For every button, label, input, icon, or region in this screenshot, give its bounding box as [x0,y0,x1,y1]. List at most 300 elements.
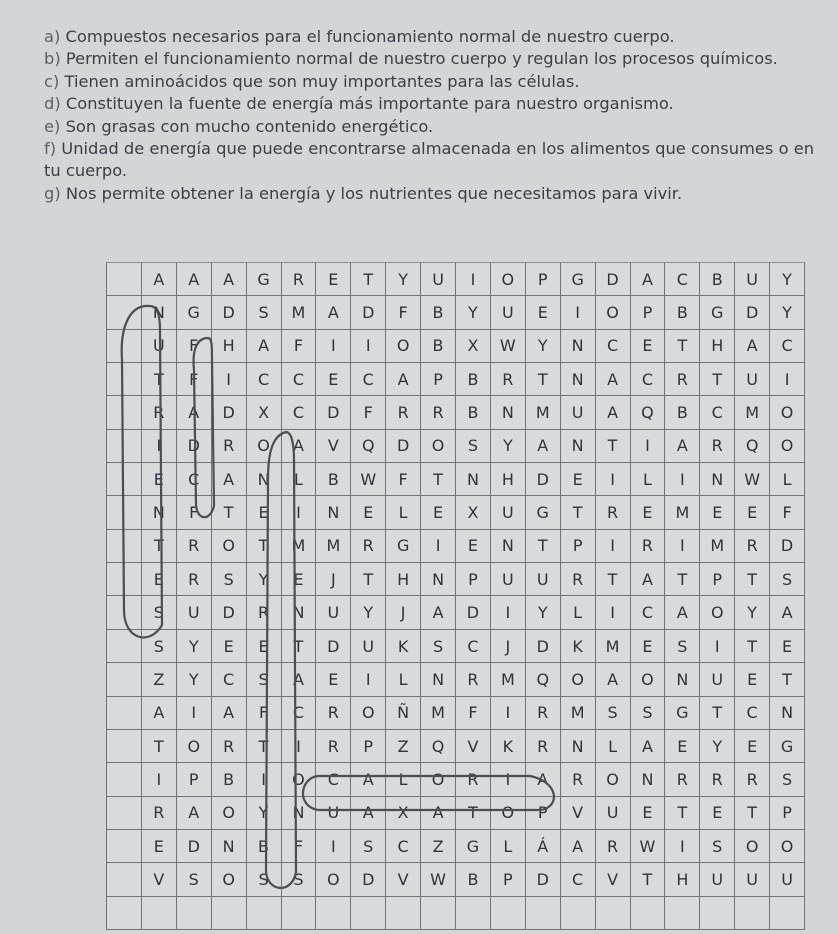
clue-list [44,26,824,205]
grid-cell: R [665,363,700,396]
grid-cell: D [351,863,386,896]
grid-pad-cell [316,897,351,930]
grid-cell: S [247,863,282,896]
grid-pad-cell [491,897,526,930]
grid-cell: R [212,430,247,463]
grid-pad-cell [247,897,282,930]
grid-cell: O [212,863,247,896]
grid-cell: D [316,630,351,663]
grid-cell: N [316,496,351,529]
grid-cell: P [456,563,491,596]
grid-cell: P [177,763,212,796]
grid-cell: B [316,463,351,496]
grid-cell: F [282,330,317,363]
grid-cell: A [351,763,386,796]
grid-cell: P [491,863,526,896]
grid-cell: K [491,730,526,763]
grid-cell: C [212,663,247,696]
grid-cell: A [177,263,212,296]
grid-pad-cell [107,596,142,629]
grid-cell: I [665,830,700,863]
grid-pad-cell [107,263,142,296]
grid-cell: O [770,396,805,429]
grid-cell: D [351,296,386,329]
grid-pad-cell [665,897,700,930]
grid-cell: I [142,763,177,796]
grid-cell: P [631,296,666,329]
grid-cell: Q [526,663,561,696]
grid-cell: A [386,363,421,396]
grid-cell: E [631,797,666,830]
grid-cell: C [177,463,212,496]
grid-cell: T [456,797,491,830]
grid-cell: T [247,530,282,563]
grid-pad-cell [107,863,142,896]
grid-cell: I [561,296,596,329]
grid-cell: N [421,663,456,696]
grid-cell: F [351,396,386,429]
grid-cell: S [631,697,666,730]
grid-cell: H [386,563,421,596]
grid-cell: B [665,396,700,429]
grid-cell: O [735,830,770,863]
grid-cell: U [316,797,351,830]
grid-cell: B [421,296,456,329]
grid-cell: R [561,563,596,596]
grid-cell: O [631,663,666,696]
grid-cell: Y [177,663,212,696]
grid-cell: L [596,730,631,763]
grid-cell: R [386,396,421,429]
grid-cell: F [247,697,282,730]
grid-cell: E [700,797,735,830]
grid-cell: E [561,463,596,496]
word-search-grid [106,262,805,930]
grid-cell: U [700,663,735,696]
grid-pad-cell [107,830,142,863]
grid-cell: I [491,697,526,730]
grid-cell: K [561,630,596,663]
grid-cell: R [316,730,351,763]
grid-cell: C [631,363,666,396]
grid-cell: A [316,296,351,329]
grid-cell: F [770,496,805,529]
grid-cell: M [561,697,596,730]
clue-g: g) Nos permite obtener la energía y los nutrientes que necesitamos para vivir. [44,183,683,203]
grid-cell: O [177,730,212,763]
grid-cell: W [491,330,526,363]
grid-cell: H [665,863,700,896]
grid-cell: V [386,863,421,896]
grid-cell: S [282,863,317,896]
grid-cell: I [247,763,282,796]
grid-cell: W [631,830,666,863]
grid-cell: U [491,496,526,529]
grid-cell: D [526,630,561,663]
grid-cell: N [456,463,491,496]
grid-cell: O [770,830,805,863]
grid-cell: I [282,496,317,529]
grid-cell: T [142,363,177,396]
grid-cell: E [351,496,386,529]
grid-cell: Z [421,830,456,863]
grid-cell: A [526,763,561,796]
grid-cell: E [247,496,282,529]
grid-cell: Q [735,430,770,463]
grid-cell: R [735,763,770,796]
grid-cell: U [596,797,631,830]
grid-cell: E [212,630,247,663]
grid-cell: B [456,396,491,429]
grid-pad-cell [526,897,561,930]
grid-cell: N [491,396,526,429]
grid-cell: S [770,563,805,596]
grid-cell: A [212,263,247,296]
grid-cell: T [700,697,735,730]
grid-cell: M [700,530,735,563]
grid-cell: A [665,596,700,629]
grid-cell: W [421,863,456,896]
grid-cell: E [631,330,666,363]
grid-cell: S [700,830,735,863]
grid-cell: Y [456,296,491,329]
grid-cell: N [770,697,805,730]
grid-cell: R [177,563,212,596]
grid-cell: T [526,530,561,563]
grid-cell: M [491,663,526,696]
grid-pad-cell [107,496,142,529]
grid-cell: Y [351,596,386,629]
grid-cell: T [351,563,386,596]
grid-cell: E [665,730,700,763]
grid-cell: O [351,697,386,730]
grid-cell: S [247,663,282,696]
grid-cell: A [596,663,631,696]
grid-cell: S [351,830,386,863]
grid-cell: I [596,596,631,629]
grid-cell: T [142,730,177,763]
grid-pad-cell [107,563,142,596]
grid-cell: W [735,463,770,496]
grid-cell: G [177,296,212,329]
grid-cell: N [561,430,596,463]
grid-cell: R [561,763,596,796]
grid-cell: E [142,463,177,496]
grid-cell: A [665,430,700,463]
grid-cell: A [631,263,666,296]
grid-cell: P [351,730,386,763]
grid-cell: M [316,530,351,563]
grid-cell: O [421,430,456,463]
grid-cell: L [282,463,317,496]
grid-cell: A [770,596,805,629]
grid-cell: I [456,263,491,296]
grid-cell: T [735,797,770,830]
grid-cell: A [596,363,631,396]
grid-cell: V [456,730,491,763]
grid-cell: U [526,563,561,596]
grid-cell: C [351,363,386,396]
grid-cell: M [282,530,317,563]
grid-cell: I [770,363,805,396]
grid-cell: K [386,630,421,663]
grid-cell: C [282,697,317,730]
grid-cell: D [212,596,247,629]
grid-cell: Y [526,596,561,629]
clue-a: a) Compuestos necesarios para el funcionamiento normal de nuestro cuerpo. [44,27,675,46]
grid-cell: C [247,363,282,396]
grid-cell: T [596,563,631,596]
grid-cell: E [142,830,177,863]
grid-cell: F [456,697,491,730]
grid-cell: J [316,563,351,596]
grid-pad-cell [386,897,421,930]
grid-cell: T [665,563,700,596]
grid-cell: L [386,663,421,696]
grid-cell: T [247,730,282,763]
grid-pad-cell [107,763,142,796]
grid-cell: L [561,596,596,629]
grid-pad-cell [700,897,735,930]
grid-cell: G [665,697,700,730]
grid-cell: E [526,296,561,329]
grid-cell: P [561,530,596,563]
grid-cell: A [351,797,386,830]
grid-cell: L [386,763,421,796]
grid-pad-cell [107,630,142,663]
grid-cell: R [177,530,212,563]
grid-cell: R [456,663,491,696]
grid-cell: D [212,396,247,429]
grid-cell: O [770,430,805,463]
grid-cell: U [142,330,177,363]
grid-cell: T [770,663,805,696]
grid-cell: F [282,830,317,863]
grid-cell: A [212,697,247,730]
grid-cell: I [665,530,700,563]
grid-cell: E [316,263,351,296]
grid-cell: I [491,596,526,629]
grid-cell: P [421,363,456,396]
grid-cell: M [665,496,700,529]
grid-cell: Y [247,797,282,830]
grid-cell: C [596,330,631,363]
grid-cell: Z [386,730,421,763]
grid-cell: Y [491,430,526,463]
grid-cell: W [351,463,386,496]
grid-pad-cell [351,897,386,930]
grid-cell: O [247,430,282,463]
grid-cell: R [700,763,735,796]
grid-cell: X [386,797,421,830]
grid-pad-cell [421,897,456,930]
grid-cell: R [456,763,491,796]
grid-cell: U [177,596,212,629]
grid-cell: R [596,496,631,529]
grid-cell: U [735,263,770,296]
grid-cell: P [526,797,561,830]
grid-cell: G [526,496,561,529]
grid-cell: N [561,730,596,763]
grid-cell: I [142,430,177,463]
grid-cell: Q [351,430,386,463]
grid-cell: D [177,830,212,863]
grid-cell: G [456,830,491,863]
grid-cell: A [177,797,212,830]
grid-cell: I [596,463,631,496]
grid-cell: T [700,363,735,396]
grid-cell: T [631,863,666,896]
grid-cell: F [177,496,212,529]
grid-cell: G [561,263,596,296]
grid-cell: O [212,797,247,830]
grid-cell: I [421,530,456,563]
grid-pad-cell [107,530,142,563]
grid-cell: G [770,730,805,763]
grid-cell: E [735,663,770,696]
grid-cell: I [491,763,526,796]
grid-cell: T [526,363,561,396]
grid-cell: R [351,530,386,563]
grid-cell: B [212,763,247,796]
grid-pad-cell [107,463,142,496]
grid-cell: O [561,663,596,696]
grid-cell: A [735,330,770,363]
grid-cell: S [421,630,456,663]
grid-cell: D [316,396,351,429]
grid-pad-cell [456,897,491,930]
grid-cell: U [316,596,351,629]
grid-cell: C [700,396,735,429]
grid-cell: T [142,530,177,563]
grid-cell: F [386,296,421,329]
grid-pad-cell [770,897,805,930]
grid-cell: U [735,863,770,896]
grid-pad-cell [107,363,142,396]
grid-cell: G [386,530,421,563]
grid-cell: T [735,630,770,663]
grid-cell: O [282,763,317,796]
grid-cell: U [491,296,526,329]
grid-cell: A [596,396,631,429]
grid-cell: U [351,630,386,663]
grid-cell: C [456,630,491,663]
grid-pad-cell [282,897,317,930]
grid-pad-cell [177,897,212,930]
grid-cell: S [596,697,631,730]
grid-cell: Ñ [386,697,421,730]
grid-cell: A [282,430,317,463]
grid-pad-cell [107,797,142,830]
grid-cell: N [631,763,666,796]
grid-cell: E [735,730,770,763]
grid-cell: I [351,330,386,363]
clue-c: c) Tienen aminoácidos que son muy importantes para las células. [44,71,580,91]
grid-cell: M [596,630,631,663]
grid-cell: H [212,330,247,363]
grid-cell: N [247,463,282,496]
grid-cell: E [282,563,317,596]
grid-cell: I [177,697,212,730]
grid-cell: I [665,463,700,496]
grid-cell: D [526,463,561,496]
grid-cell: U [700,863,735,896]
grid-cell: E [631,630,666,663]
grid-cell: J [491,630,526,663]
clue-f: f) Unidad de energía que puede encontrarse almacenada en los alimentos que consumes o en tu cuerpo. [44,139,815,181]
grid-cell: A [631,730,666,763]
grid-cell: D [735,296,770,329]
grid-cell: E [421,496,456,529]
grid-cell: O [491,797,526,830]
grid-cell: D [456,596,491,629]
grid-cell: R [631,530,666,563]
grid-cell: N [421,563,456,596]
grid-cell: Y [386,263,421,296]
grid-cell: C [770,330,805,363]
grid-cell: M [526,396,561,429]
grid-cell: M [421,697,456,730]
grid-cell: N [282,797,317,830]
grid-cell: D [386,430,421,463]
grid-cell: O [596,296,631,329]
grid-pad-cell [212,897,247,930]
grid-cell: X [456,496,491,529]
grid-pad-cell [631,897,666,930]
grid-cell: I [212,363,247,396]
grid-pad-cell [107,730,142,763]
grid-cell: A [142,263,177,296]
grid-cell: U [491,563,526,596]
grid-cell: P [770,797,805,830]
grid-cell: L [386,496,421,529]
grid-pad-cell [561,897,596,930]
grid-cell: Á [526,830,561,863]
grid-cell: L [491,830,526,863]
grid-cell: R [316,697,351,730]
grid-cell: R [526,697,561,730]
grid-cell: I [596,530,631,563]
grid-cell: A [142,697,177,730]
grid-cell: R [142,396,177,429]
grid-cell: R [491,363,526,396]
grid-cell: Z [142,663,177,696]
grid-pad-cell [107,697,142,730]
grid-cell: P [526,263,561,296]
grid-cell: A [561,830,596,863]
grid-cell: V [142,863,177,896]
grid-cell: F [177,363,212,396]
grid-cell: R [421,396,456,429]
grid-cell: Y [526,330,561,363]
grid-cell: R [212,730,247,763]
grid-cell: Y [735,596,770,629]
grid-cell: R [247,596,282,629]
grid-cell: E [142,563,177,596]
grid-cell: Q [631,396,666,429]
grid-cell: N [491,530,526,563]
grid-cell: T [351,263,386,296]
grid-cell: A [177,396,212,429]
grid-cell: T [735,563,770,596]
grid-cell: A [212,463,247,496]
grid-cell: B [700,263,735,296]
grid-cell: D [177,430,212,463]
grid-cell: A [247,330,282,363]
grid-cell: S [456,430,491,463]
grid-cell: L [631,463,666,496]
grid-pad-cell [735,897,770,930]
